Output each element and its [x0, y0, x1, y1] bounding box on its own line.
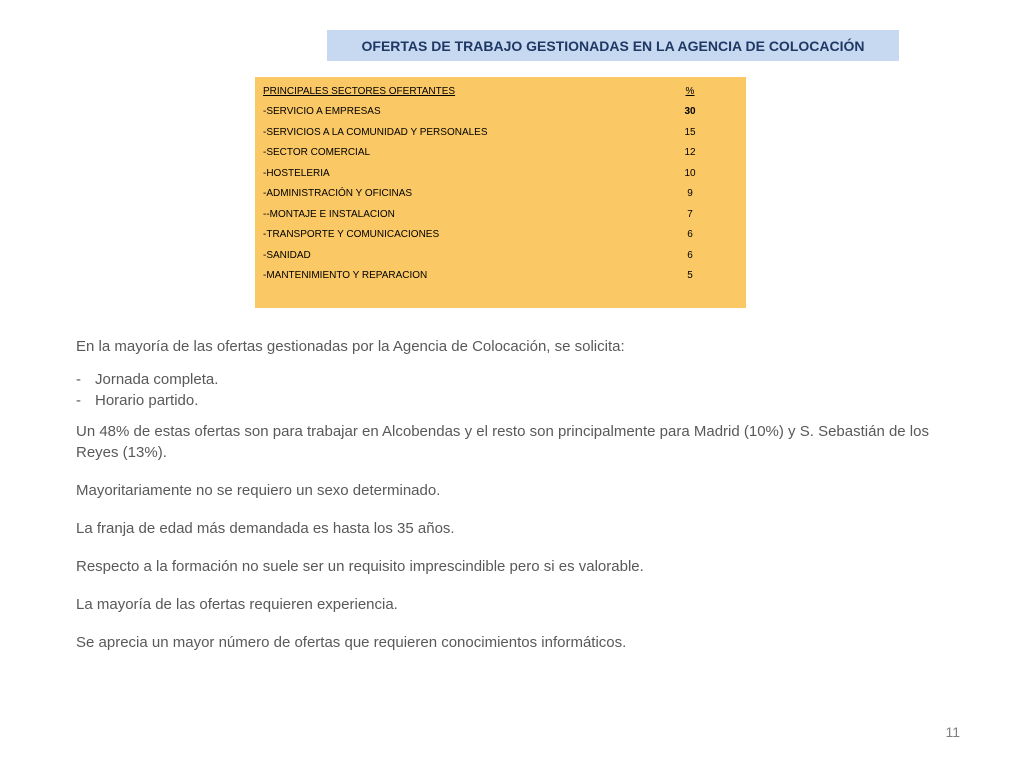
computing-paragraph: Se aprecia un mayor número de ofertas que requieren conocimientos informáticos.	[76, 634, 627, 651]
table-cell-sector: -HOSTELERIA	[263, 167, 330, 179]
table-cell-sector: --MONTAJE E INSTALACION	[263, 208, 395, 220]
table-cell-sector: -ADMINISTRACIÓN Y OFICINAS	[263, 188, 413, 200]
table-header-percent: %	[685, 85, 695, 97]
bullet-dash: -	[76, 371, 81, 388]
page-number: 11	[945, 724, 960, 740]
location-paragraph: Un 48% de estas ofertas son para trabajar en Alcobendas y el resto son principalmente para Madrid (10%) y S. Sebastián de los Reyes (13%).	[76, 423, 929, 461]
table-header-row	[255, 81, 746, 102]
table-row	[255, 102, 746, 123]
experience-paragraph: La mayoría de las ofertas requieren experiencia.	[76, 596, 398, 613]
table-cell-sector: -SECTOR COMERCIAL	[263, 147, 371, 159]
table-header-sector: PRINCIPALES SECTORES OFERTANTES	[263, 85, 456, 97]
slide-title: OFERTAS DE TRABAJO GESTIONADAS EN LA AGENCIA DE COLOCACIÓN	[327, 30, 899, 61]
table-cell-percent: 10	[684, 167, 696, 179]
intro-paragraph: En la mayoría de las ofertas gestionadas por la Agencia de Colocación, se solicita:	[76, 338, 625, 355]
bullet-item	[76, 369, 956, 390]
table-cell-percent: 12	[684, 147, 696, 159]
training-paragraph: Respecto a la formación no suele ser un requisito imprescindible pero si es valorable.	[76, 558, 644, 575]
sex-paragraph: Mayoritariamente no se requiero un sexo determinado.	[76, 482, 441, 499]
bullet-dash: -	[76, 392, 81, 409]
table-cell-percent: 6	[687, 249, 693, 261]
table-cell-percent: 30	[684, 106, 696, 118]
bullet-text: Jornada completa.	[95, 371, 219, 388]
table-row	[255, 184, 746, 205]
table-row	[255, 122, 746, 143]
table-cell-sector: -SANIDAD	[263, 249, 311, 261]
sectors-table	[255, 77, 746, 308]
table-cell-sector: -SERVICIO A EMPRESAS	[263, 106, 381, 118]
table-cell-sector: -TRANSPORTE Y COMUNICACIONES	[263, 229, 440, 241]
table-cell-percent: 7	[687, 208, 693, 220]
table-cell-percent: 15	[684, 126, 696, 138]
bullet-item	[76, 390, 956, 411]
body-text	[76, 336, 956, 653]
table-cell-percent: 9	[687, 188, 693, 200]
age-paragraph: La franja de edad más demandada es hasta los 35 años.	[76, 520, 455, 537]
table-row	[255, 163, 746, 184]
table-row	[255, 266, 746, 287]
table-cell-percent: 5	[687, 270, 693, 282]
table-cell-sector: -SERVICIOS A LA COMUNIDAD Y PERSONALES	[263, 126, 488, 138]
table-row	[255, 143, 746, 164]
table-row	[255, 225, 746, 246]
table-row	[255, 204, 746, 225]
table-cell-sector: -MANTENIMIENTO Y REPARACION	[263, 270, 428, 282]
table-row	[255, 245, 746, 266]
bullet-text: Horario partido.	[95, 392, 199, 409]
table-cell-percent: 6	[687, 229, 693, 241]
